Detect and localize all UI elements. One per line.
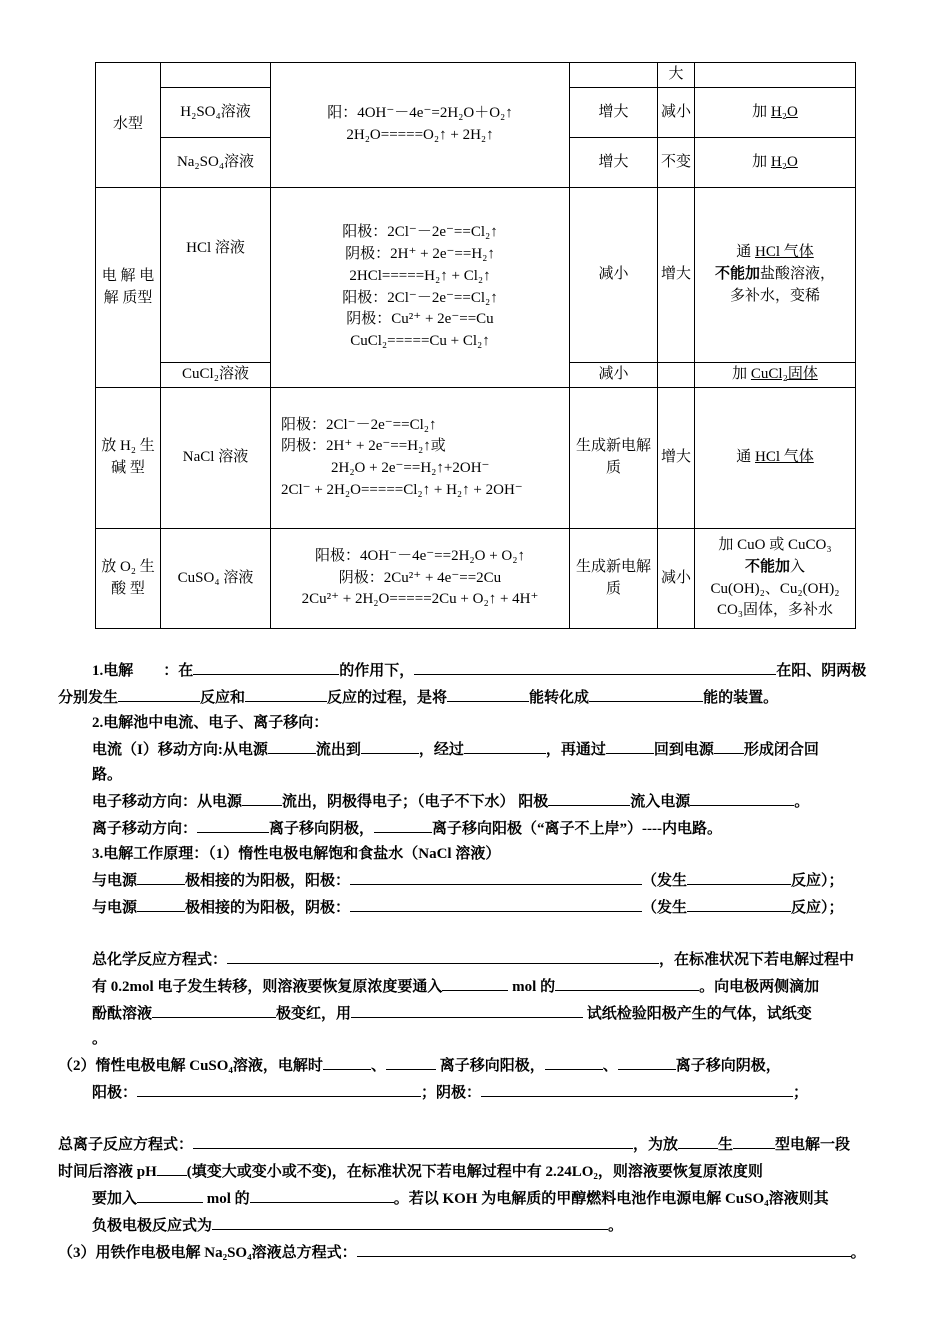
nacl-solution: NaCl 溶液 xyxy=(161,388,271,529)
o2-acid-type-cell: 放 O₂ 生酸 型 xyxy=(96,529,161,629)
electrolysis-summary-table: 水型 阳：4OH⁻－4e⁻=2H₂O＋O₂↑ 2H₂O=====O₂↑ + 2H₂↑ 大 H₂SO₄溶液 增大 减小 加 H₂O Na₂SO₄溶液 增大 不变 加 H₂O 电 解 电 解 质型 HCl 溶液 阳极：2Cl⁻－2e⁻==Cl₂↑ 阴极：2H⁺ + 2e⁻==H₂↑ 2HCl=====H₂↑ + Cl₂↑ 阳极：2Cl⁻－2e⁻==Cl₂↑ 阴极：Cu²⁺ + 2e⁻==Cu CuCl₂=====Cu + Cl₂↑ 减小 增大 通 HCl 气体 不能加盐酸溶液， 多补水，变稀 CuCl₂溶液 减小 加 CuCl₂固体 放 H₂ 生碱 型 NaCl 溶液 阳极：2Cl⁻－2e⁻==Cl₂↑ 阴极：2H⁺ + 2e⁻==H₂↑或 2H₂O + 2e⁻==H₂↑+2OH⁻ 2Cl⁻ + 2H₂O=====Cl₂↑ + H₂↑ + 2OH⁻ 生成新电解质 增大 通 HCl 气体 放 O₂ 生酸 型 CuSO₄ 溶液 阳极：4OH⁻－4e⁻==2H₂O + O₂↑ 阴极：2Cu²⁺ + 4e⁻==2Cu 2Cu²⁺ + 2H₂O=====2Cu + O₂↑ + 4H⁺ 生成新电解质 减小 加 CuO 或 CuCO₃ 不能加入 Cu(OH)₂、Cu₂(OH)₂ CO₃固体，多补水 xyxy=(95,62,856,629)
blank[interactable] xyxy=(118,684,200,702)
blank[interactable] xyxy=(548,788,630,806)
blank[interactable] xyxy=(351,1000,583,1018)
blank[interactable] xyxy=(137,1185,203,1203)
blank[interactable] xyxy=(545,1052,603,1070)
electrolyte-type-cell: 电 解 电 解 质型 xyxy=(96,188,161,388)
hcl-solution: HCl 溶液 xyxy=(161,188,271,363)
blank[interactable] xyxy=(690,788,794,806)
blank[interactable] xyxy=(245,684,327,702)
blank[interactable] xyxy=(447,684,529,702)
water-type-cell: 水型 xyxy=(96,63,161,188)
water-equations-cell: 阳：4OH⁻－4e⁻=2H₂O＋O₂↑ 2H₂O=====O₂↑ + 2H₂↑ xyxy=(271,63,570,188)
blank[interactable] xyxy=(350,867,642,885)
blank[interactable] xyxy=(323,1052,371,1070)
blank[interactable] xyxy=(555,973,699,991)
blank[interactable] xyxy=(242,788,282,806)
blank[interactable] xyxy=(618,1052,676,1070)
blank[interactable] xyxy=(250,1185,394,1203)
blank[interactable] xyxy=(687,894,791,912)
blank[interactable] xyxy=(137,1079,421,1097)
blank[interactable] xyxy=(227,946,659,964)
blank[interactable] xyxy=(350,894,642,912)
blank[interactable] xyxy=(268,736,316,754)
blank[interactable] xyxy=(606,736,654,754)
na2so4-solution: Na₂SO₄溶液 xyxy=(161,138,271,188)
blank[interactable] xyxy=(374,815,432,833)
blank[interactable] xyxy=(137,894,185,912)
blank[interactable] xyxy=(361,736,419,754)
blank[interactable] xyxy=(152,1000,276,1018)
blank[interactable] xyxy=(386,1052,436,1070)
blank[interactable] xyxy=(157,1158,187,1176)
h2-base-type-cell: 放 H₂ 生碱 型 xyxy=(96,388,161,529)
cucl2-solution: CuCl₂溶液 xyxy=(161,363,271,388)
blank[interactable] xyxy=(714,736,744,754)
electrolyte-equations-cell: 阳极：2Cl⁻－2e⁻==Cl₂↑ 阴极：2H⁺ + 2e⁻==H₂↑ 2HCl=====H₂↑ + Cl₂↑ 阳极：2Cl⁻－2e⁻==Cl₂↑ 阴极：Cu²⁺ + 2e⁻==Cu CuCl₂=====Cu + Cl₂↑ xyxy=(271,188,570,388)
blank[interactable] xyxy=(212,1212,608,1230)
blank[interactable] xyxy=(464,736,546,754)
blank[interactable] xyxy=(414,657,776,675)
worksheet-body: 1.电解 ：在 的作用下， 在阳、阴两极 分别发生 反应和 反应的过程，是将 能转化成 能的装置。 2.电解池中电流、电子、离子移向： 电流（I）移动方向:从电源 流出到 ，经过 ，再通过 回到电源 形成闭合回 路。 电子移动方向：从电源 流出，阴极得电子；（电子不下水） 阳极 流入电源 。 离子移动方向： 离子移向阴极， 离子移向阳极（“离子不上岸”）----内电路。 3.电解工作原理：（1）惰性电极电解饱和食盐水（NaCl 溶液） 与电源 极相接的为阳极，阳极： （发生 反应）； 与电源 极相接的为阳极，阴极： （发生 反应）； 总化学反应方程式： ，在标准状况下若电解过程中 有 0.2mol 电子发生转移，则溶液要恢复原浓度要通入 mol 的 。向电极两侧滴加 酚酞溶液 极变红，用 试纸检验阳极产生的气体，试纸变 。 （2）惰性电极电解 CuSO₄溶液，电解时 、 离子移向阳极， 、 离子移向阴极， 阳极： ；阴极： ； 总离子反应方程式： ，为放 生 型电解一段 时间后溶液 pH (填变大或变小或不变)，在标准状况下若电解过程中有 2.24LO₂，则溶液要恢复原浓度则 要加入 mol 的 。若以 KOH 为电解质的甲醇燃料电池作电源电解 CuSO₄溶液则其 负极电极反应式为 。 （3）用铁作电极电解 Na₂SO₄溶液总方程式： 。 xyxy=(58,657,898,1266)
blank[interactable] xyxy=(193,657,339,675)
blank[interactable] xyxy=(589,684,703,702)
blank[interactable] xyxy=(197,815,269,833)
blank[interactable] xyxy=(442,973,508,991)
blank[interactable] xyxy=(678,1131,718,1149)
blank[interactable] xyxy=(733,1131,775,1149)
cuso4-solution: CuSO₄ 溶液 xyxy=(161,529,271,629)
blank[interactable] xyxy=(357,1239,851,1257)
h2so4-solution: H₂SO₄溶液 xyxy=(161,88,271,138)
blank[interactable] xyxy=(687,867,791,885)
blank[interactable] xyxy=(137,867,185,885)
blank[interactable] xyxy=(481,1079,793,1097)
blank[interactable] xyxy=(193,1131,633,1149)
